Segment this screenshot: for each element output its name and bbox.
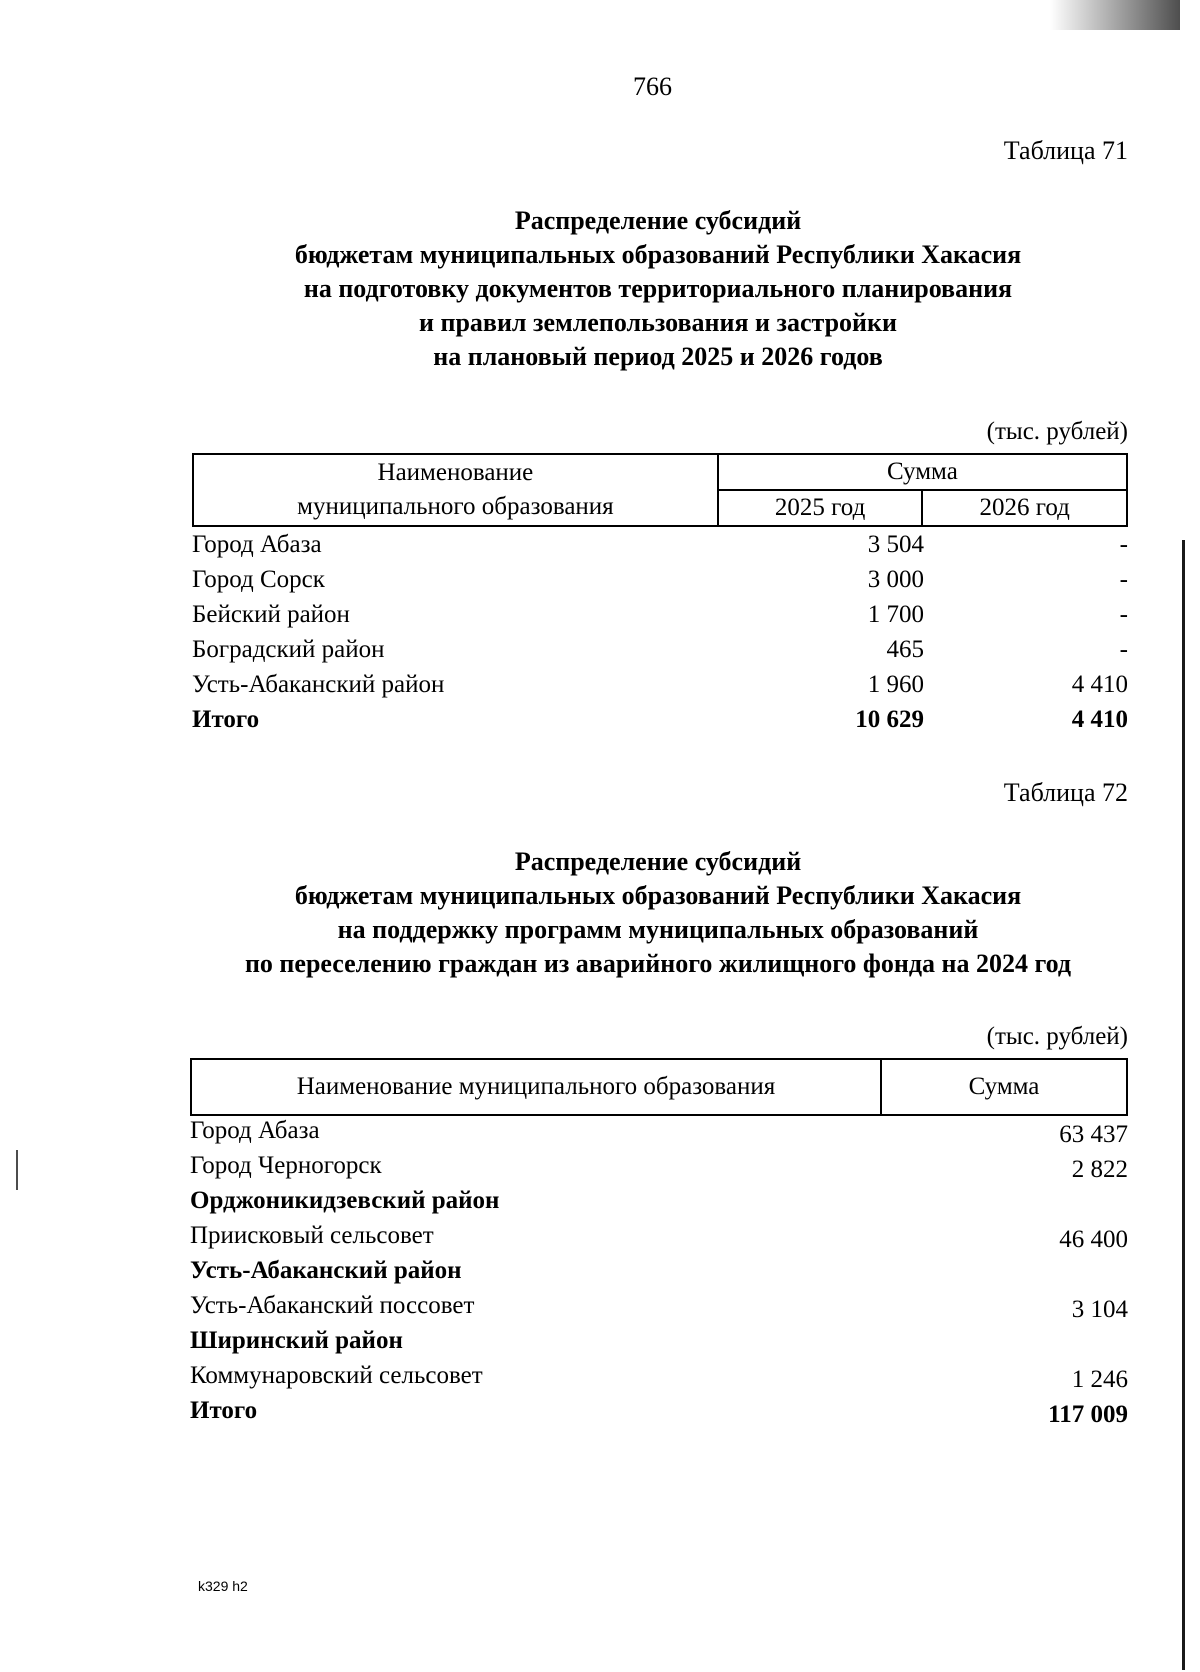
total-label: Итого (192, 706, 260, 733)
row-name: Бейский район (192, 601, 350, 628)
table72-title (190, 845, 1126, 981)
table72-title-line: по переселению граждан из аварийного жилищного фонда на 2024 год (244, 949, 1072, 978)
row-value-2025: 1 700 (867, 601, 924, 628)
table72-title-line: бюджетам муниципальных образований Республики Хакасия (294, 881, 1022, 910)
row-name: Город Черногорск (190, 1152, 382, 1179)
table72-row (190, 1359, 1128, 1393)
table71-header-year1: 2025 год (718, 490, 923, 526)
table71-total-row (192, 703, 1128, 737)
table71-row (192, 633, 1128, 667)
table71-label: Таблица 71 (1003, 136, 1128, 165)
table71-units: (тыс. рублей) (986, 418, 1128, 445)
table71-title-line: бюджетам муниципальных образований Республики Хакасия (294, 240, 1022, 269)
row-name: Приисковый сельсовет (190, 1222, 434, 1249)
table72-row (190, 1149, 1128, 1183)
table71-header (192, 453, 1128, 527)
row-value: 2 822 (1071, 1156, 1128, 1183)
footer-code: k329 h2 (198, 1578, 248, 1594)
total-value-2025: 10 629 (855, 706, 924, 733)
page-number: 766 (633, 72, 672, 101)
table72-row (190, 1219, 1128, 1253)
row-value-2026: 4 410 (1071, 671, 1128, 698)
row-value-2026: - (1119, 566, 1128, 593)
total-value-2026: 4 410 (1071, 706, 1128, 733)
scan-edge-left (16, 1150, 18, 1190)
table71-title-line: на плановый период 2025 и 2026 годов (433, 342, 883, 371)
group-name: Усть-Абаканский район (190, 1257, 462, 1284)
table71-header-name-line1: Наименование (377, 459, 534, 486)
table72-row (190, 1114, 1128, 1148)
row-name: Город Сорск (192, 566, 325, 593)
row-name: Город Абаза (190, 1117, 320, 1144)
row-value-2025: 465 (886, 636, 924, 663)
row-name: Усть-Абаканский поссовет (190, 1292, 475, 1319)
row-value-2026: - (1119, 531, 1128, 558)
table72-units: (тыс. рублей) (986, 1023, 1128, 1050)
table72-header (190, 1058, 1128, 1116)
table71-row (192, 563, 1128, 597)
table72-total-row (190, 1394, 1128, 1428)
row-name: Усть-Абаканский район (192, 671, 445, 698)
group-name: Ширинский район (190, 1327, 403, 1354)
row-value-2026: - (1119, 636, 1128, 663)
scan-edge-right (1182, 540, 1185, 1670)
table72-group-row (190, 1324, 1128, 1358)
scan-edge-top-right (1050, 0, 1180, 30)
table72-row (190, 1289, 1128, 1323)
row-value: 3 104 (1071, 1296, 1128, 1323)
row-value-2026: - (1119, 601, 1128, 628)
row-name: Боградский район (192, 636, 385, 663)
table71-title-line: и правил землепользования и застройки (418, 308, 897, 337)
table71-row (192, 668, 1128, 702)
table71-row (192, 528, 1128, 562)
table72-group-row (190, 1254, 1128, 1288)
table71-header-sum: Сумма (718, 454, 1127, 490)
table71-title-line: Распределение субсидий (514, 206, 802, 235)
table71-header-name-line2: муниципального образования (297, 493, 614, 520)
table71-row (192, 598, 1128, 632)
row-value: 1 246 (1071, 1366, 1128, 1393)
total-value: 117 009 (1048, 1401, 1128, 1428)
row-value-2025: 3 000 (867, 566, 924, 593)
row-name: Коммунаровский сельсовет (190, 1362, 483, 1389)
row-value: 46 400 (1059, 1226, 1128, 1253)
row-value-2025: 1 960 (867, 671, 924, 698)
table71-title (190, 204, 1126, 374)
table72-label: Таблица 72 (1003, 778, 1128, 807)
row-name: Город Абаза (192, 531, 322, 558)
total-label: Итого (190, 1397, 258, 1424)
table72-header-name: Наименование муниципального образования (191, 1059, 881, 1115)
table72-title-line: Распределение субсидий (514, 847, 802, 876)
table71-title-line: на подготовку документов территориального планирования (303, 274, 1013, 303)
row-value-2025: 3 504 (867, 531, 924, 558)
table71-header-name (193, 454, 718, 526)
row-value: 63 437 (1059, 1121, 1128, 1148)
table72-title-line: на поддержку программ муниципальных образований (337, 915, 979, 944)
table72-group-row (190, 1184, 1128, 1218)
group-name: Орджоникидзевский район (190, 1187, 500, 1214)
table71-header-year2: 2026 год (922, 490, 1127, 526)
table72-header-sum: Сумма (881, 1059, 1127, 1115)
